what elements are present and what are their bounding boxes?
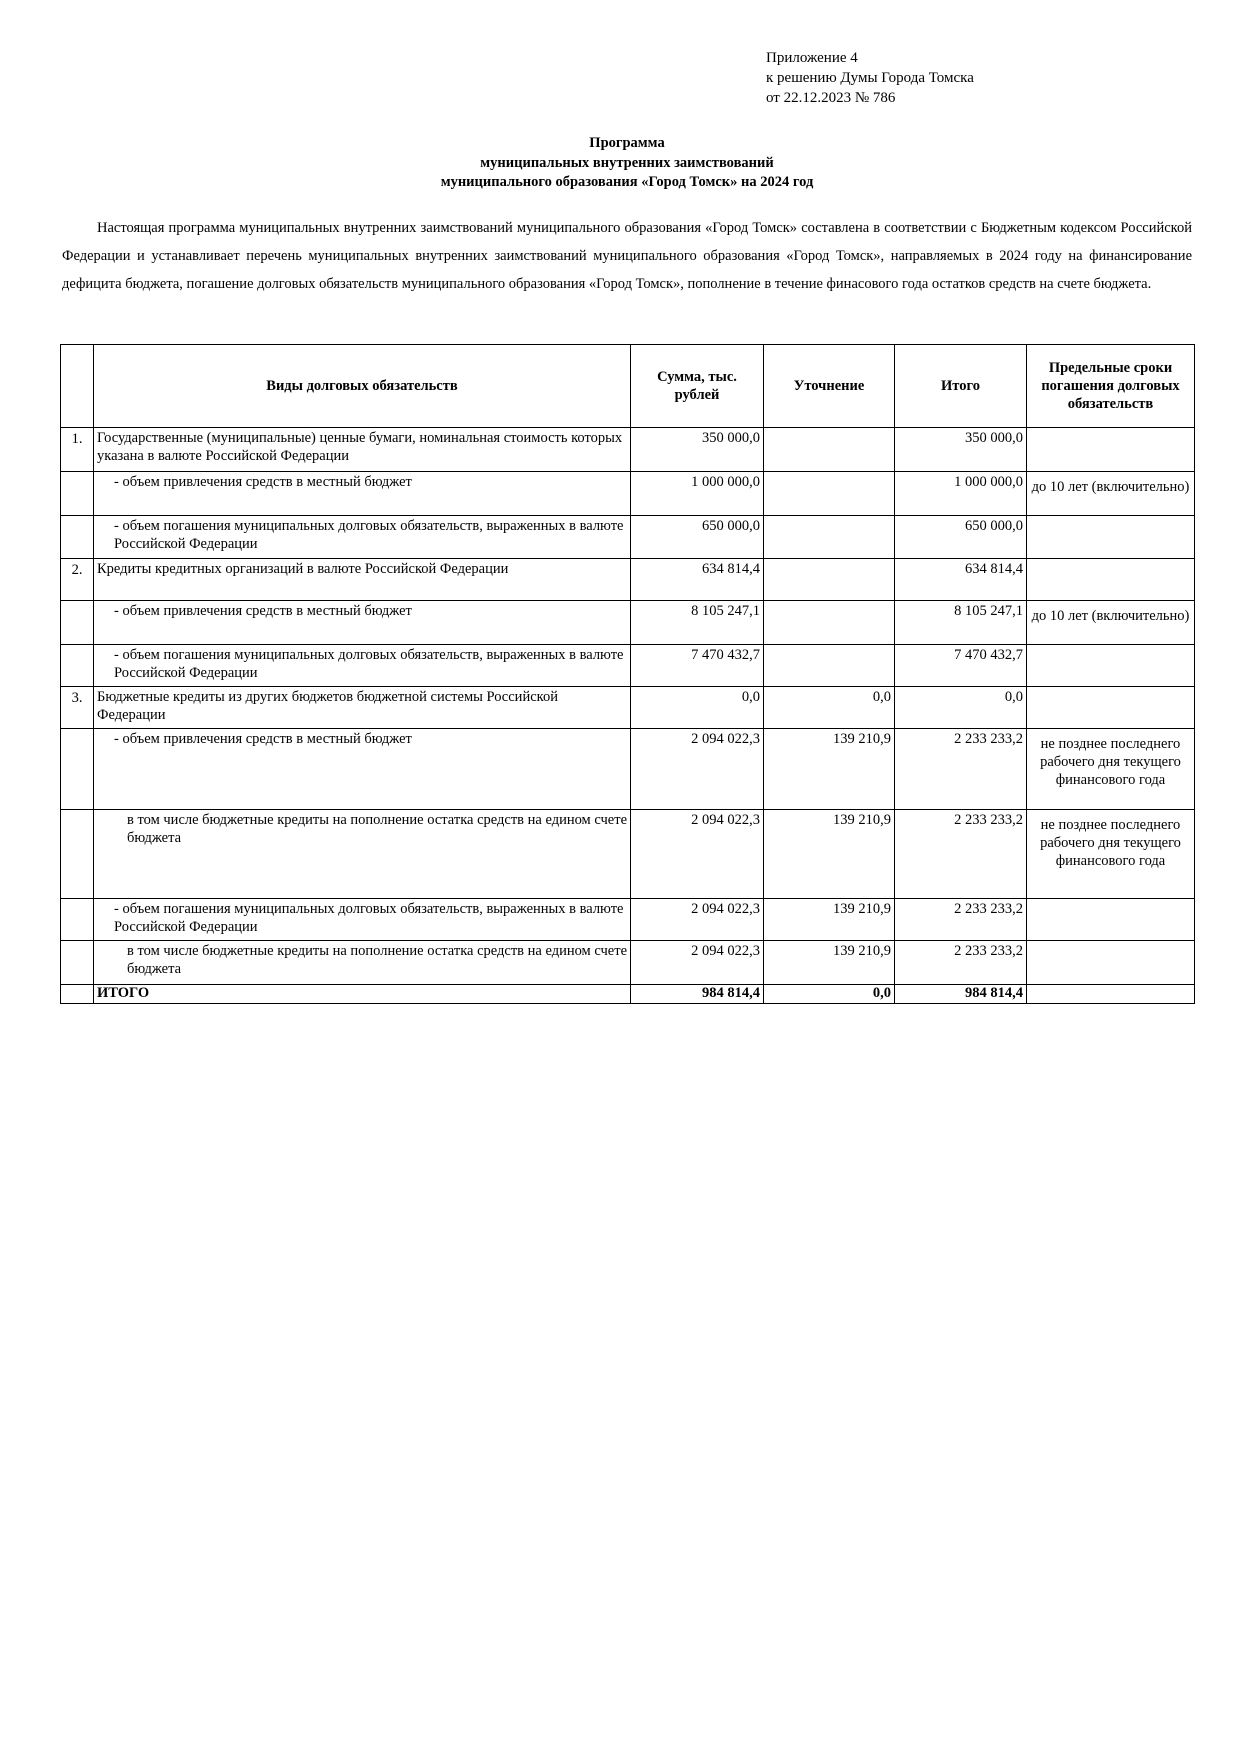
table-row [61, 729, 1195, 810]
row-name: Государственные (муниципальные) ценные бумаги, номинальная стоимость которых указана в валюте Российской Федерации [94, 428, 631, 472]
row-sum: 0,0 [631, 687, 764, 729]
row-sum: 350 000,0 [631, 428, 764, 472]
title-line-2: муниципальных внутренних заимствований [480, 154, 774, 171]
row-term: не позднее последнего рабочего дня текущего финансового года [1027, 810, 1195, 899]
row-refinement [764, 601, 895, 645]
title-line-3: муниципального образования «Город Томск» на 2024 год [440, 174, 814, 190]
total-total: 984 814,4 [895, 985, 1027, 1004]
row-term: не позднее последнего рабочего дня текущего финансового года [1027, 729, 1195, 810]
header-total: Итого [895, 345, 1027, 428]
appendix-number: Приложение 4 [766, 50, 858, 66]
row-refinement: 0,0 [764, 687, 895, 729]
row-term [1027, 559, 1195, 601]
row-name: Бюджетные кредиты из других бюджетов бюджетной системы Российской Федерации [94, 687, 631, 729]
row-refinement [764, 472, 895, 516]
row-total: 650 000,0 [895, 516, 1027, 559]
row-refinement: 139 210,9 [764, 810, 895, 899]
row-term [1027, 899, 1195, 941]
appendix-decision: к решению Думы Города Томска [766, 70, 974, 86]
row-sum: 634 814,4 [631, 559, 764, 601]
row-total: 2 233 233,2 [895, 729, 1027, 810]
row-total: 0,0 [895, 687, 1027, 729]
table-row [61, 472, 1195, 516]
header-index [61, 345, 94, 428]
row-index [61, 729, 94, 810]
row-refinement: 139 210,9 [764, 899, 895, 941]
row-refinement [764, 559, 895, 601]
header-debt-type: Виды долговых обязательств [94, 345, 631, 428]
row-term [1027, 428, 1195, 472]
table-row [61, 941, 1195, 985]
total-index [61, 985, 94, 1004]
row-sum: 2 094 022,3 [631, 941, 764, 985]
appendix-date: от 22.12.2023 № 786 [766, 90, 896, 106]
row-total: 2 233 233,2 [895, 899, 1027, 941]
row-total: 8 105 247,1 [895, 601, 1027, 645]
header-sum: Сумма, тыс. рублей [631, 345, 764, 428]
row-sum: 650 000,0 [631, 516, 764, 559]
row-name: - объем погашения муниципальных долговых обязательств, выраженных в валюте Российской Федерации [94, 645, 631, 687]
row-name: - объем привлечения средств в местный бюджет [94, 601, 631, 645]
row-index [61, 810, 94, 899]
header-refinement: Уточнение [764, 345, 895, 428]
row-sum: 2 094 022,3 [631, 729, 764, 810]
row-refinement: 139 210,9 [764, 941, 895, 985]
row-name: - объем погашения муниципальных долговых обязательств, выраженных в валюте Российской Федерации [94, 899, 631, 941]
row-sum: 1 000 000,0 [631, 472, 764, 516]
table-header-row [61, 345, 1195, 428]
row-name: - объем привлечения средств в местный бюджет [94, 472, 631, 516]
table-row [61, 516, 1195, 559]
total-sum: 984 814,4 [631, 985, 764, 1004]
row-total: 2 233 233,2 [895, 810, 1027, 899]
row-refinement [764, 516, 895, 559]
row-name: - объем привлечения средств в местный бюджет [94, 729, 631, 810]
row-total: 7 470 432,7 [895, 645, 1027, 687]
row-total: 350 000,0 [895, 428, 1027, 472]
table-row [61, 810, 1195, 899]
row-name: Кредиты кредитных организаций в валюте Российской Федерации [94, 559, 631, 601]
row-total: 2 233 233,2 [895, 941, 1027, 985]
total-refinement: 0,0 [764, 985, 895, 1004]
row-name: - объем погашения муниципальных долговых обязательств, выраженных в валюте Российской Федерации [94, 516, 631, 559]
document-title [60, 134, 1194, 193]
row-sum: 7 470 432,7 [631, 645, 764, 687]
table-row [61, 559, 1195, 601]
row-index [61, 601, 94, 645]
row-term [1027, 516, 1195, 559]
row-refinement: 139 210,9 [764, 729, 895, 810]
table-row [61, 645, 1195, 687]
table-row [61, 899, 1195, 941]
row-refinement [764, 428, 895, 472]
row-index [61, 472, 94, 516]
row-term [1027, 941, 1195, 985]
row-sum: 2 094 022,3 [631, 810, 764, 899]
table-row [61, 687, 1195, 729]
row-index: 2. [61, 559, 94, 601]
total-label: ИТОГО [94, 985, 631, 1004]
row-total: 634 814,4 [895, 559, 1027, 601]
table-row [61, 601, 1195, 645]
intro-paragraph: Настоящая программа муниципальных внутренних заимствований муниципального образования «Город Томск» составлена в соответствии с Бюджетным кодексом Российской Федерации и устанавливает перечень муниципальных внутренних заимствований муниципального образования «Город Томск», направляемых в 2024 году на финансирование дефицита бюджета, погашение долговых обязательств муниципального образования «Город Томск», пополнение в течение финасового года остатков средств на счете бюджета. [62, 220, 1192, 292]
row-index: 1. [61, 428, 94, 472]
row-sum: 2 094 022,3 [631, 899, 764, 941]
row-index [61, 645, 94, 687]
row-index: 3. [61, 687, 94, 729]
row-term: до 10 лет (включительно) [1027, 472, 1195, 516]
table-total-row [61, 985, 1195, 1004]
row-index [61, 899, 94, 941]
row-index [61, 516, 94, 559]
row-refinement [764, 645, 895, 687]
row-index [61, 941, 94, 985]
appendix-reference [766, 48, 974, 108]
header-term: Предельные сроки погашения долговых обязательств [1027, 345, 1195, 428]
row-sum: 8 105 247,1 [631, 601, 764, 645]
row-total: 1 000 000,0 [895, 472, 1027, 516]
row-name: в том числе бюджетные кредиты на пополнение остатка средств на едином счете бюджета [94, 810, 631, 899]
row-term: до 10 лет (включительно) [1027, 601, 1195, 645]
row-term [1027, 645, 1195, 687]
borrowing-table [60, 344, 1195, 1004]
table-row [61, 428, 1195, 472]
row-term [1027, 687, 1195, 729]
title-line-1: Программа [589, 135, 665, 151]
total-term [1027, 985, 1195, 1004]
row-name: в том числе бюджетные кредиты на пополнение остатка средств на едином счете бюджета [94, 941, 631, 985]
